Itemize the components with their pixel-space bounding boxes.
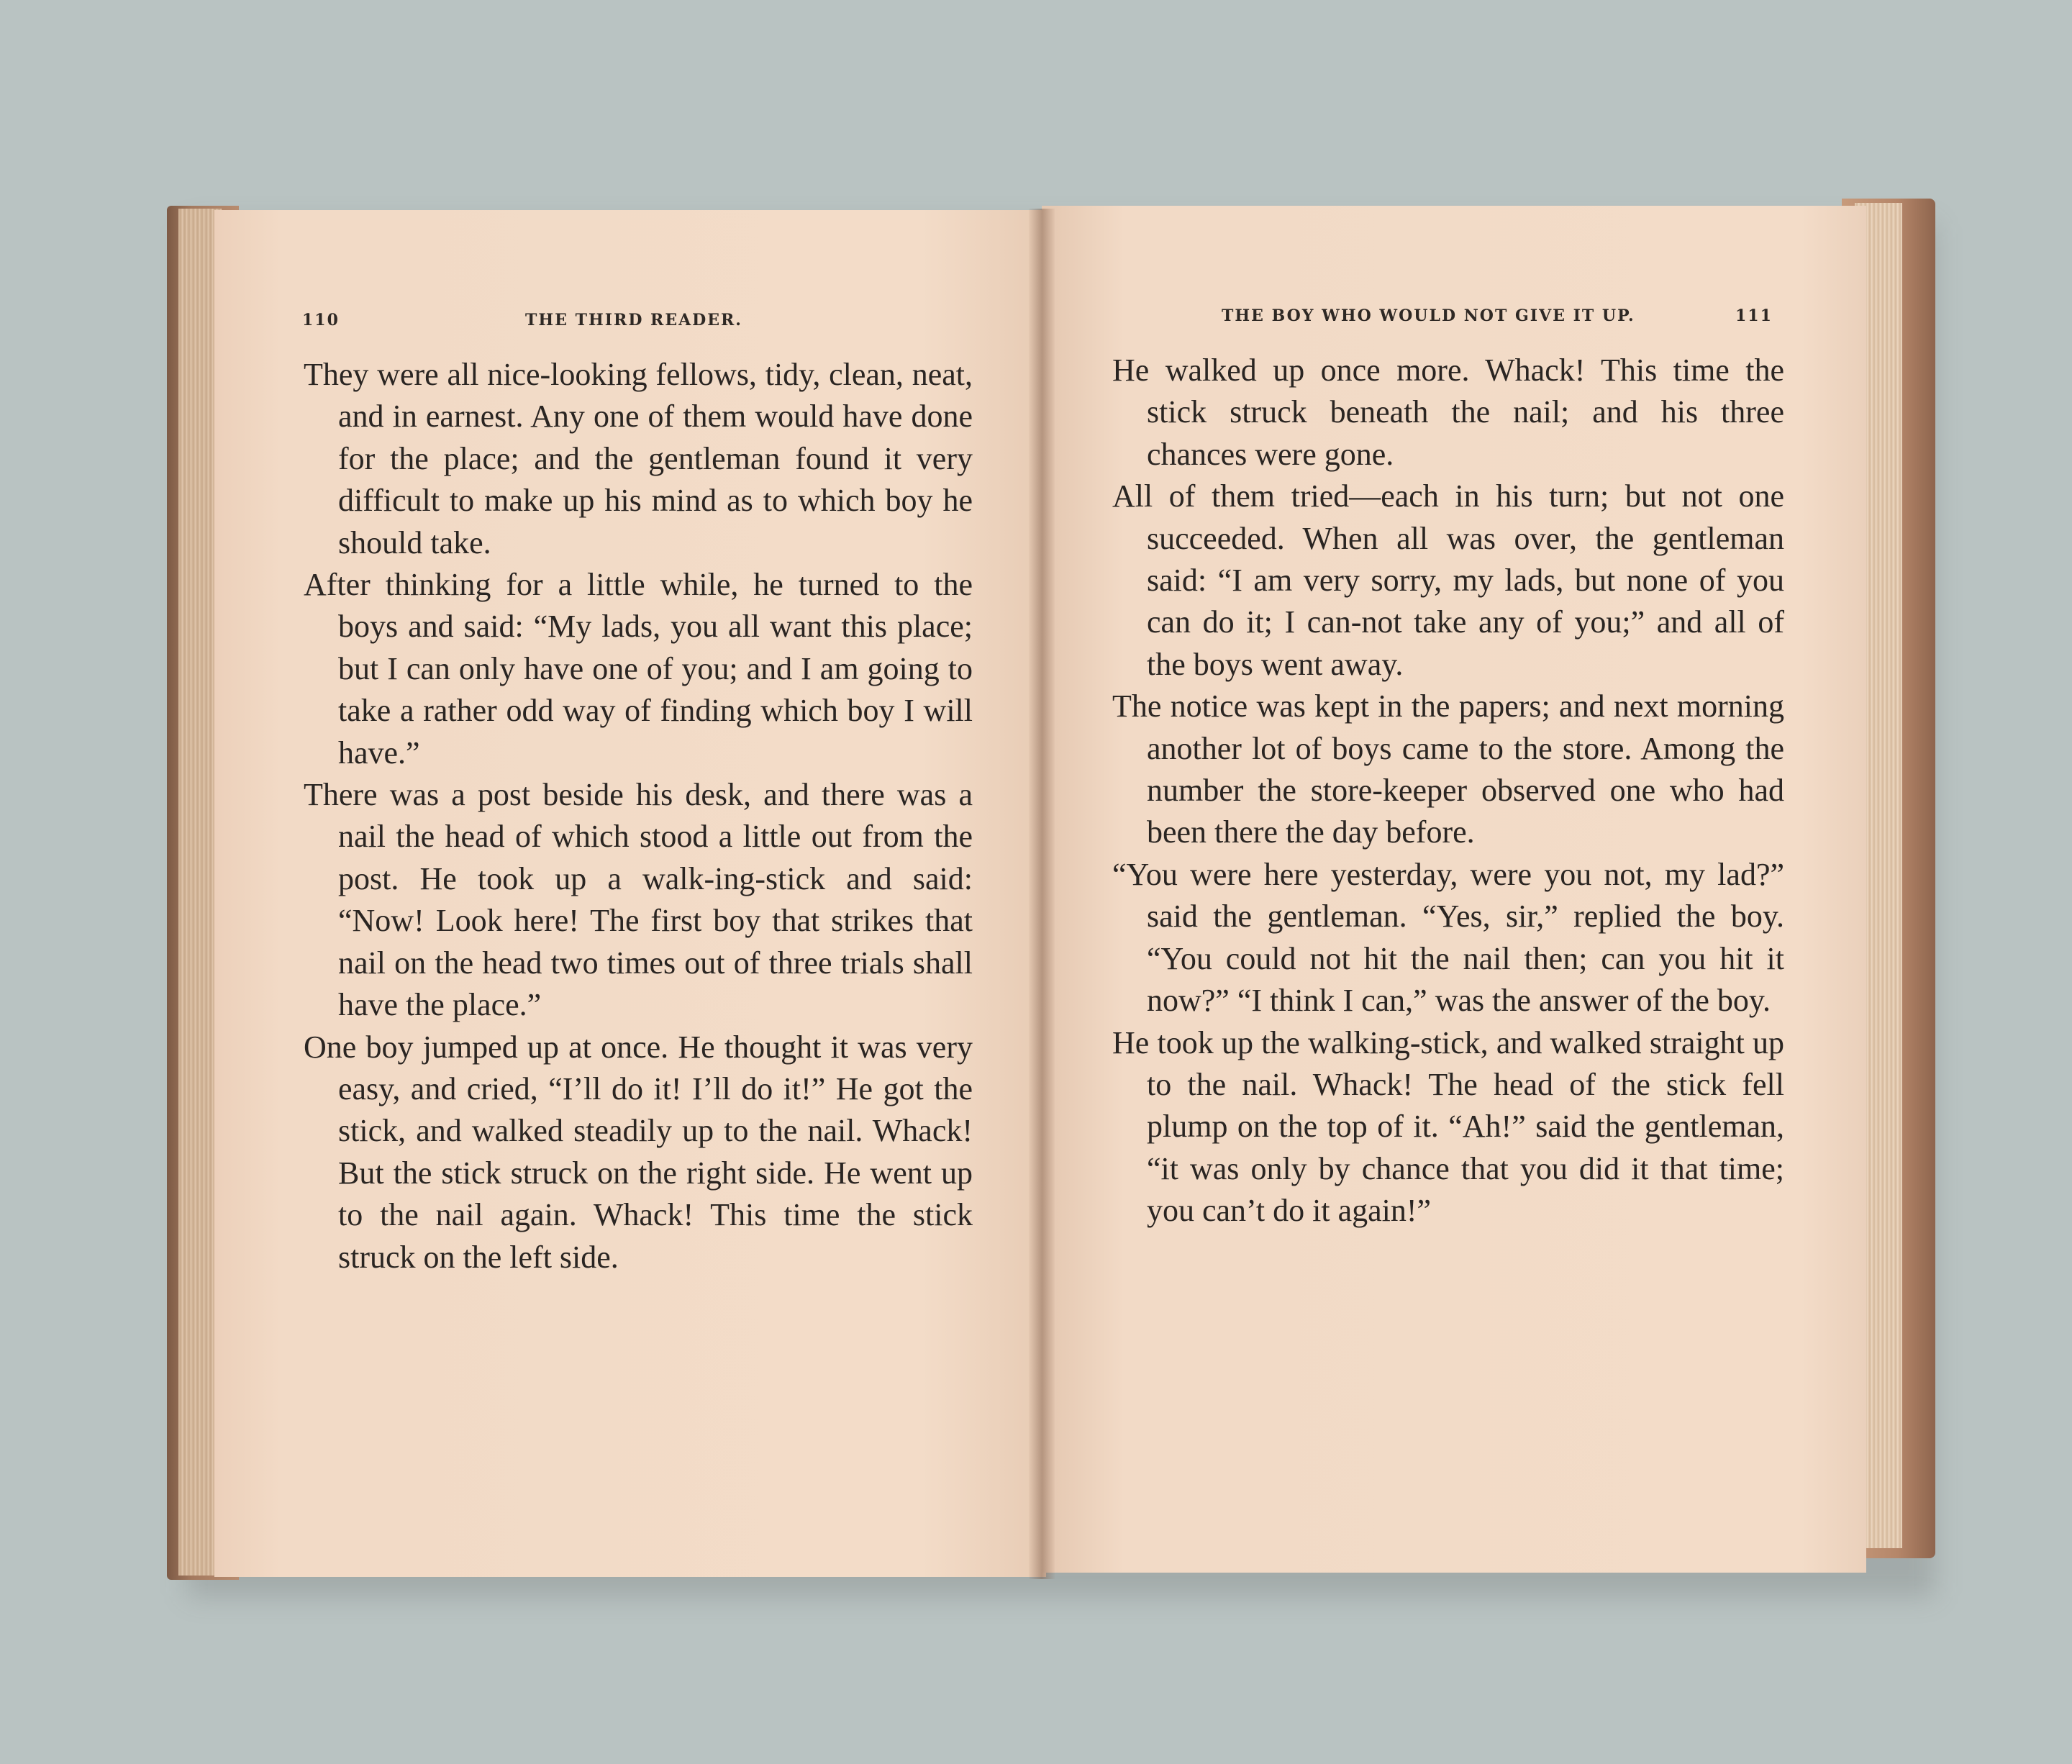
right-page-number: 111 [1735,306,1773,325]
right-page [1042,206,1866,1573]
paragraph: After thinking for a little while, he turned to the boys and said: “My lads, you all want this place; but I can only have one of you; and I am going to take a rather odd way of finding which boy I will have.” [304,567,973,770]
left-page [214,210,1046,1577]
paragraph: All of them tried—each in his turn; but not one succeeded. When all was over, the gentleman said: “I am very sorry, my lads, but none of you can do it; I can-not take any of you;” and all of the boys went away. [1112,478,1784,682]
paragraph: They were all nice-looking fellows, tidy, clean, neat, and in earnest. Any one of them would have done for the place; and the gentleman found it very difficult to make up his mind as to which boy he should take. [304,357,973,560]
paragraph: One boy jumped up at once. He thought it was very easy, and cried, “I’ll do it! I’ll do it!” He got the stick, and walked steadily up to the nail. Whack! But the stick struck on the right side. He went up to the nail again. Whack! This time the stick struck on the left side. [304,1029,973,1275]
paragraph: There was a post beside his desk, and there was a nail the head of which stood a little out from the post. He took up a walk-ing-stick and said: “Now! Look here! The first boy that strikes that nail on the head two times out of three trials shall have the place.” [304,777,973,1023]
left-page-number: 110 [302,311,340,329]
paragraph: The notice was kept in the papers; and next morning another lot of boys came to the store. Among the number the store-keeper observed one who had been there the day before. [1112,688,1784,850]
paragraph: “You were here yesterday, were you not, my lad?” said the gentleman. “Yes, sir,” replied the boy. “You could not hit the nail then; can you hit it now?” “I think I can,” was the answer of the boy. [1112,856,1784,1019]
book-gutter [1029,209,1055,1579]
right-text-block [1112,350,1784,1232]
left-text-block [304,354,973,1278]
paragraph: He walked up once more. Whack! This time the stick struck beneath the nail; and his three chances were gone. [1112,353,1784,472]
left-running-head: THE THIRD READER. [525,311,742,329]
right-running-head: THE BOY WHO WOULD NOT GIVE IT UP. [1222,306,1635,325]
paragraph: He took up the walking-stick, and walked straight up to the nail. Whack! The head of the stick fell plump on the top of it. “Ah!” said the gentleman, “it was only by chance that you did it that time; you can’t do it again!” [1112,1024,1784,1229]
